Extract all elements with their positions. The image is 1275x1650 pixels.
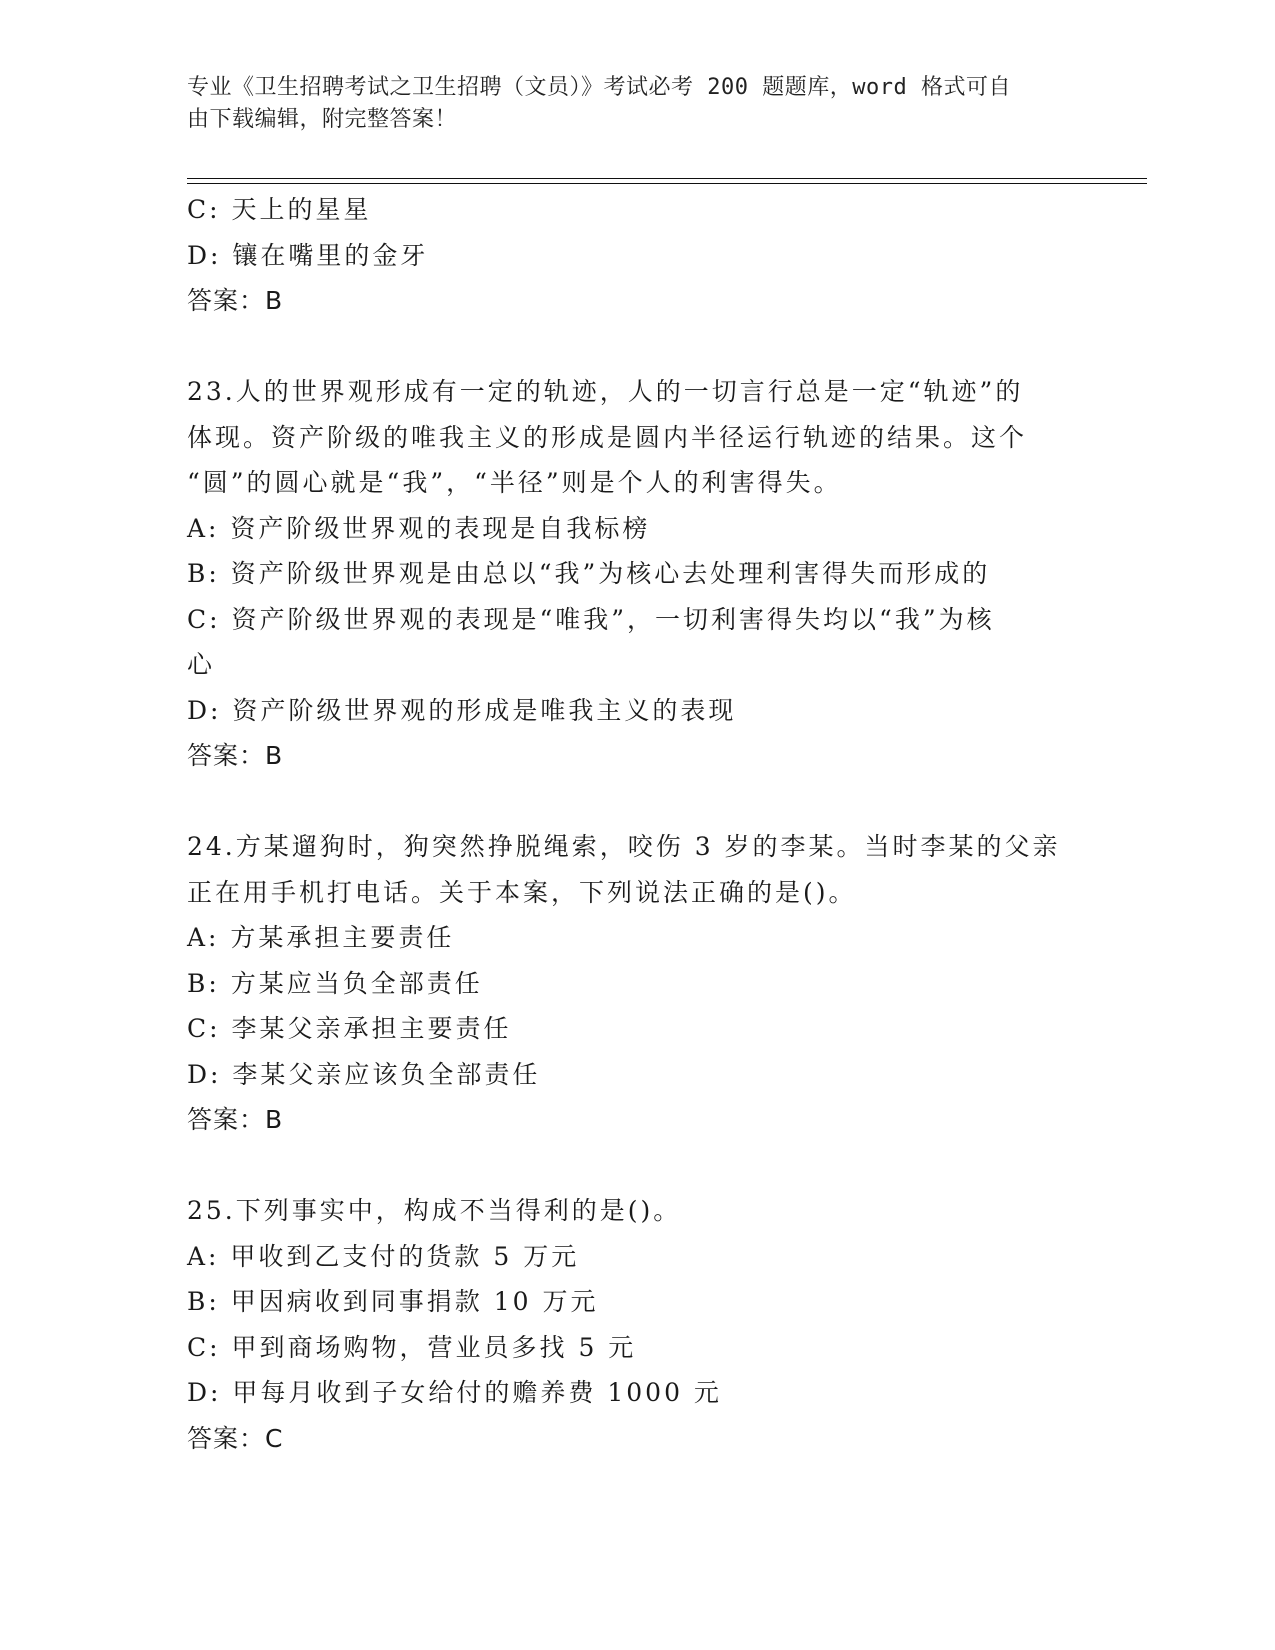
question-spacer [187,1143,1087,1189]
option-c: C: 李某父亲承担主要责任 [187,1014,512,1043]
question-stem-line: 体现。资产阶级的唯我主义的形成是圆内半径运行轨迹的结果。这个 [187,422,1028,452]
option-d: D: 资产阶级世界观的形成是唯我主义的表现 [187,695,737,725]
question-25 [187,1188,1087,1461]
question-spacer [187,779,1087,825]
header-divider-bottom [187,183,1147,184]
option-c: C: 甲到商场购物，营业员多找 5 元 [187,1332,637,1362]
answer-line: 答案：C [187,1423,284,1453]
option-d: D: 甲每月收到子女给付的赡养费 1000 元 [187,1378,722,1407]
header-title-line-2: 由下载编辑，附完整答案！ [187,107,458,132]
option-a: A: 资产阶级世界观的表现是自我标榜 [187,513,651,543]
option-c: C: 天上的星星 [187,195,372,224]
question-fragment [187,187,1087,324]
header-title-line-1: 专业《卫生招聘考试之卫生招聘（文员）》考试必考 200 题题库，word 格式可自 [187,75,1011,100]
option-c-continuation: 心 [187,650,216,679]
option-d: D: 镶在嘴里的金牙 [187,240,429,270]
option-a: A: 方某承担主要责任 [187,923,455,952]
option-c: C: 资产阶级世界观的表现是“唯我”，一切利害得失均以“我”为核 [187,604,995,634]
question-24 [187,824,1087,1143]
question-spacer [187,324,1087,370]
answer-line: 答案：B [187,741,284,770]
document-header [187,72,1067,136]
question-stem-line: 正在用手机打电话。关于本案，下列说法正确的是()。 [187,877,857,907]
header-divider-top [187,178,1147,179]
option-b: B: 甲因病收到同事捐款 10 万元 [187,1287,599,1316]
question-stem-line: 24.方某遛狗时，狗突然挣脱绳索，咬伤 3 岁的李某。当时李某的父亲 [187,832,1061,861]
option-d: D: 李某父亲应该负全部责任 [187,1059,541,1089]
option-b: B: 方某应当负全部责任 [187,968,483,998]
option-b: B: 资产阶级世界观是由总以“我”为核心去处理利害得失而形成的 [187,559,991,588]
question-stem-line: 23.人的世界观形成有一定的轨迹，人的一切言行总是一定“轨迹”的 [187,377,1024,406]
question-23 [187,369,1087,779]
option-a: A: 甲收到乙支付的货款 5 万元 [187,1241,580,1271]
answer-line: 答案：B [187,286,284,315]
answer-line: 答案：B [187,1105,284,1134]
document-body [187,187,1087,1461]
question-stem-line: 25.下列事实中，构成不当得利的是()。 [187,1196,682,1225]
question-stem-line: “圆”的圆心就是“我”，“半径”则是个人的利害得失。 [187,468,842,497]
